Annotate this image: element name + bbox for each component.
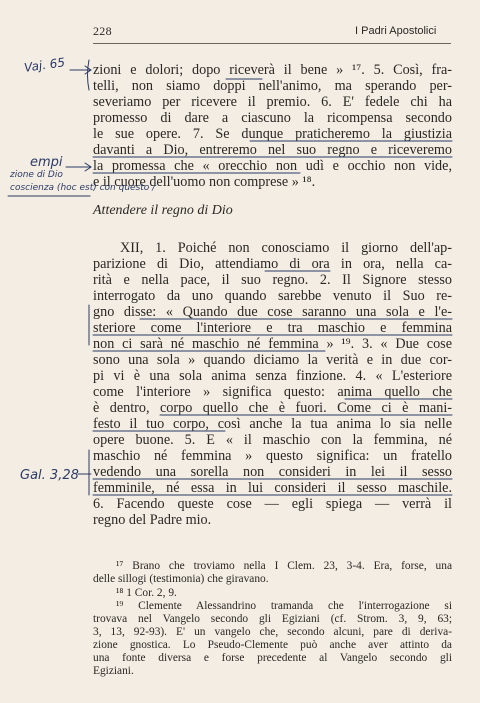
footnote-line: una fonte diversa e forse precedente al Vangelo secondo gli [93,652,452,664]
text-line: zioni e dolori; dopo riceverà il bene » ¹⁷. 5. Così, fra- [93,62,452,78]
text-line: 6. Facendo queste cose — egli spiega — verrà il [93,496,452,512]
text-line: XII, 1. Poiché non conosciamo il giorno dell'ap- [120,240,452,256]
text-line: maschio né femmina » questo significa: un fratello [93,448,452,464]
text-line: parizione di Dio, attendiamo di ora in ora, nella ca- [93,256,452,272]
handwritten-note: coscienza (hoc est) con questo / [10,183,156,193]
text-line: promesso di dare a ciascuno la ricompensa secondo [93,110,452,126]
text-line: non ci sarà né maschio né femmina » ¹⁹. 3. « Due cose [93,336,452,352]
footnote-line: ¹⁸ 1 Cor. 2, 9. [116,587,177,599]
footnote-line: Egiziani. [93,665,134,677]
text-line: sono una sola » quando diciamo la verità e in due cor- [93,352,452,368]
text-line: le sue opere. 7. Se dunque praticheremo la giustizia [93,126,452,142]
arrow-icon [66,163,91,171]
text-line: telli, non siamo doppi nell'animo, ma sperando per- [93,78,452,94]
text-line: femminile, né essa in lui consideri il sesso maschile. [93,480,452,496]
footnote-line: ¹⁷ Brano che troviamo nella I Clem. 23, 3-4. Era, forse, una [116,560,452,572]
text-line: davanti a Dio, entreremo nel suo regno e riceveremo [93,142,452,158]
handwritten-note: empi [30,155,63,170]
text-line: vedendo una sorella non consideri in lei il sesso [93,464,452,480]
text-line: steriore come l'interiore e tra maschio e femmina [93,320,452,336]
text-line: come l'interiore » significa questo: anima quello che [93,384,452,400]
handwritten-note: zione di Dio [10,170,63,180]
text-line: e il cuore dell'uomo non comprese » ¹⁸. [93,174,316,190]
text-line: è dentro, corpo quello che è fuori. Come ci è mani- [93,400,452,416]
text-line: regno del Padre mio. [93,512,212,528]
section-title: Attendere il regno di Dio [93,203,233,218]
margin-bracket [88,60,90,90]
page-number: 228 [93,24,112,38]
footnote-line: trovava nel Vangelo secondo gli Egiziani (cf. Strom. 3, 9, 63; [93,613,452,625]
text-line: gno disse: « Quando due cose saranno una sola e l'e- [93,304,452,320]
running-title: I Padri Apostolici [355,25,437,37]
handwritten-note: Vaj. 65 [23,55,66,75]
handwritten-note: Gal. 3,28 [20,468,79,483]
text-line: severiamo per ricevere il premio. 6. E' fedele chi ha [93,94,452,110]
footnote-line: 3, 13, 92-93). E' un vangelo che, secondo alcuni, pare di deriva- [93,626,452,638]
text-line: la promessa che « orecchio non udì e occhio non vide, [93,158,452,174]
footnote-line: zione gnostica. Lo Pseudo-Clemente può anche aver attinto da [93,639,452,651]
text-line: festo il tuo corpo, così anche la tua anima lo sia nelle [93,416,452,432]
footnote-line: ¹⁹ Clemente Alessandrino tramanda che l'interrogazione si [116,600,452,612]
text-line: pi vi è una sola anima senza finzione. 4. « L'esteriore [93,368,452,384]
text-line: rità e nella pace, il suo regno. 2. Il Signore stesso [93,272,452,288]
text-line: interrogato da uno quando sarebbe venuto il Suo re- [93,288,452,304]
footnote-line: delle sillogi (testimonia) che giravano. [93,573,269,585]
text-line: opere buone. 5. E « il maschio con la femmina, né [93,432,452,448]
